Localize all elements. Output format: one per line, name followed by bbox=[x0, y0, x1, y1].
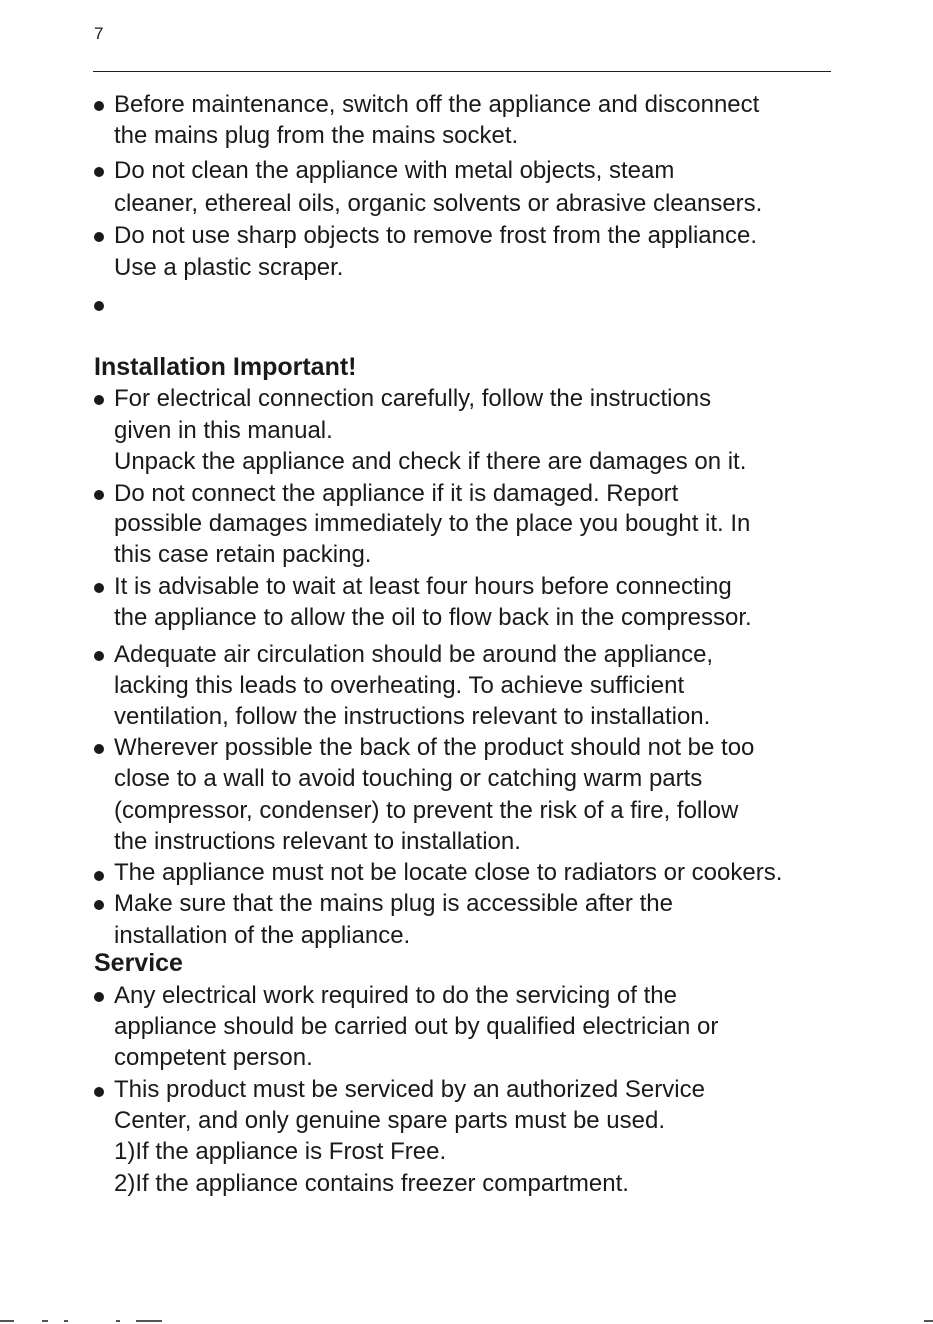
text-line: Do not connect the appliance if it is damaged. Report bbox=[114, 480, 679, 507]
text-line: the appliance to allow the oil to flow back in the compressor. bbox=[114, 604, 752, 631]
text-line: ventilation, follow the instructions relevant to installation. bbox=[114, 703, 711, 730]
text-line: Center, and only genuine spare parts must be used. bbox=[114, 1107, 666, 1134]
text-line: Any electrical work required to do the servicing of the bbox=[114, 982, 677, 1009]
text-line: possible damages immediately to the place you bought it. In bbox=[114, 510, 751, 537]
text-line: Adequate air circulation should be around the appliance, bbox=[114, 641, 714, 668]
text-line: this case retain packing. bbox=[114, 541, 372, 568]
text-line: 2)If the appliance contains freezer compartment. bbox=[114, 1170, 629, 1197]
bullet-icon bbox=[94, 101, 104, 111]
text-line: the mains plug from the mains socket. bbox=[114, 122, 519, 149]
text-line: the instructions relevant to installation. bbox=[114, 828, 521, 855]
section-heading-installation: Installation Important! bbox=[94, 353, 357, 381]
text-line: 1)If the appliance is Frost Free. bbox=[114, 1138, 447, 1165]
text-line: For electrical connection carefully, follow the instructions bbox=[114, 385, 712, 412]
text-line: cleaner, ethereal oils, organic solvents or abrasive cleansers. bbox=[114, 190, 763, 217]
bullet-icon bbox=[94, 900, 104, 910]
text-line: (compressor, condenser) to prevent the risk of a fire, follow bbox=[114, 797, 739, 824]
text-line: appliance should be carried out by qualified electrician or bbox=[114, 1013, 719, 1040]
text-line: Wherever possible the back of the product should not be too bbox=[114, 734, 755, 761]
bullet-icon bbox=[94, 1087, 104, 1097]
text-line: installation of the appliance. bbox=[114, 922, 411, 949]
text-line: It is advisable to wait at least four hours before connecting bbox=[114, 573, 732, 600]
text-line: close to a wall to avoid touching or catching warm parts bbox=[114, 765, 703, 792]
header-rule bbox=[93, 71, 831, 72]
text-line: The appliance must not be locate close to radiators or cookers. bbox=[114, 859, 783, 886]
bullet-icon bbox=[94, 583, 104, 593]
bullet-icon bbox=[94, 167, 104, 177]
bullet-icon bbox=[94, 992, 104, 1002]
bullet-icon bbox=[94, 232, 104, 242]
scan-edge-marks bbox=[0, 1318, 933, 1324]
section-heading-service: Service bbox=[94, 949, 183, 977]
text-line: Do not use sharp objects to remove frost from the appliance. bbox=[114, 222, 757, 249]
bullet-icon bbox=[94, 871, 104, 881]
text-line: Use a plastic scraper. bbox=[114, 254, 344, 281]
bullet-icon bbox=[94, 490, 104, 500]
text-line: This product must be serviced by an authorized Service bbox=[114, 1076, 705, 1103]
bullet-icon bbox=[94, 395, 104, 405]
text-line: lacking this leads to overheating. To achieve sufficient bbox=[114, 672, 685, 699]
text-line: Before maintenance, switch off the appliance and disconnect bbox=[114, 91, 760, 118]
page-number: 7 bbox=[94, 24, 104, 43]
text-line: Do not clean the appliance with metal objects, steam bbox=[114, 157, 675, 184]
text-line: Unpack the appliance and check if there are damages on it. bbox=[114, 448, 747, 475]
bullet-icon bbox=[94, 301, 104, 311]
bullet-icon bbox=[94, 744, 104, 754]
text-line: competent person. bbox=[114, 1044, 313, 1071]
text-line: given in this manual. bbox=[114, 417, 333, 444]
text-line: Make sure that the mains plug is accessible after the bbox=[114, 890, 673, 917]
bullet-icon bbox=[94, 651, 104, 661]
